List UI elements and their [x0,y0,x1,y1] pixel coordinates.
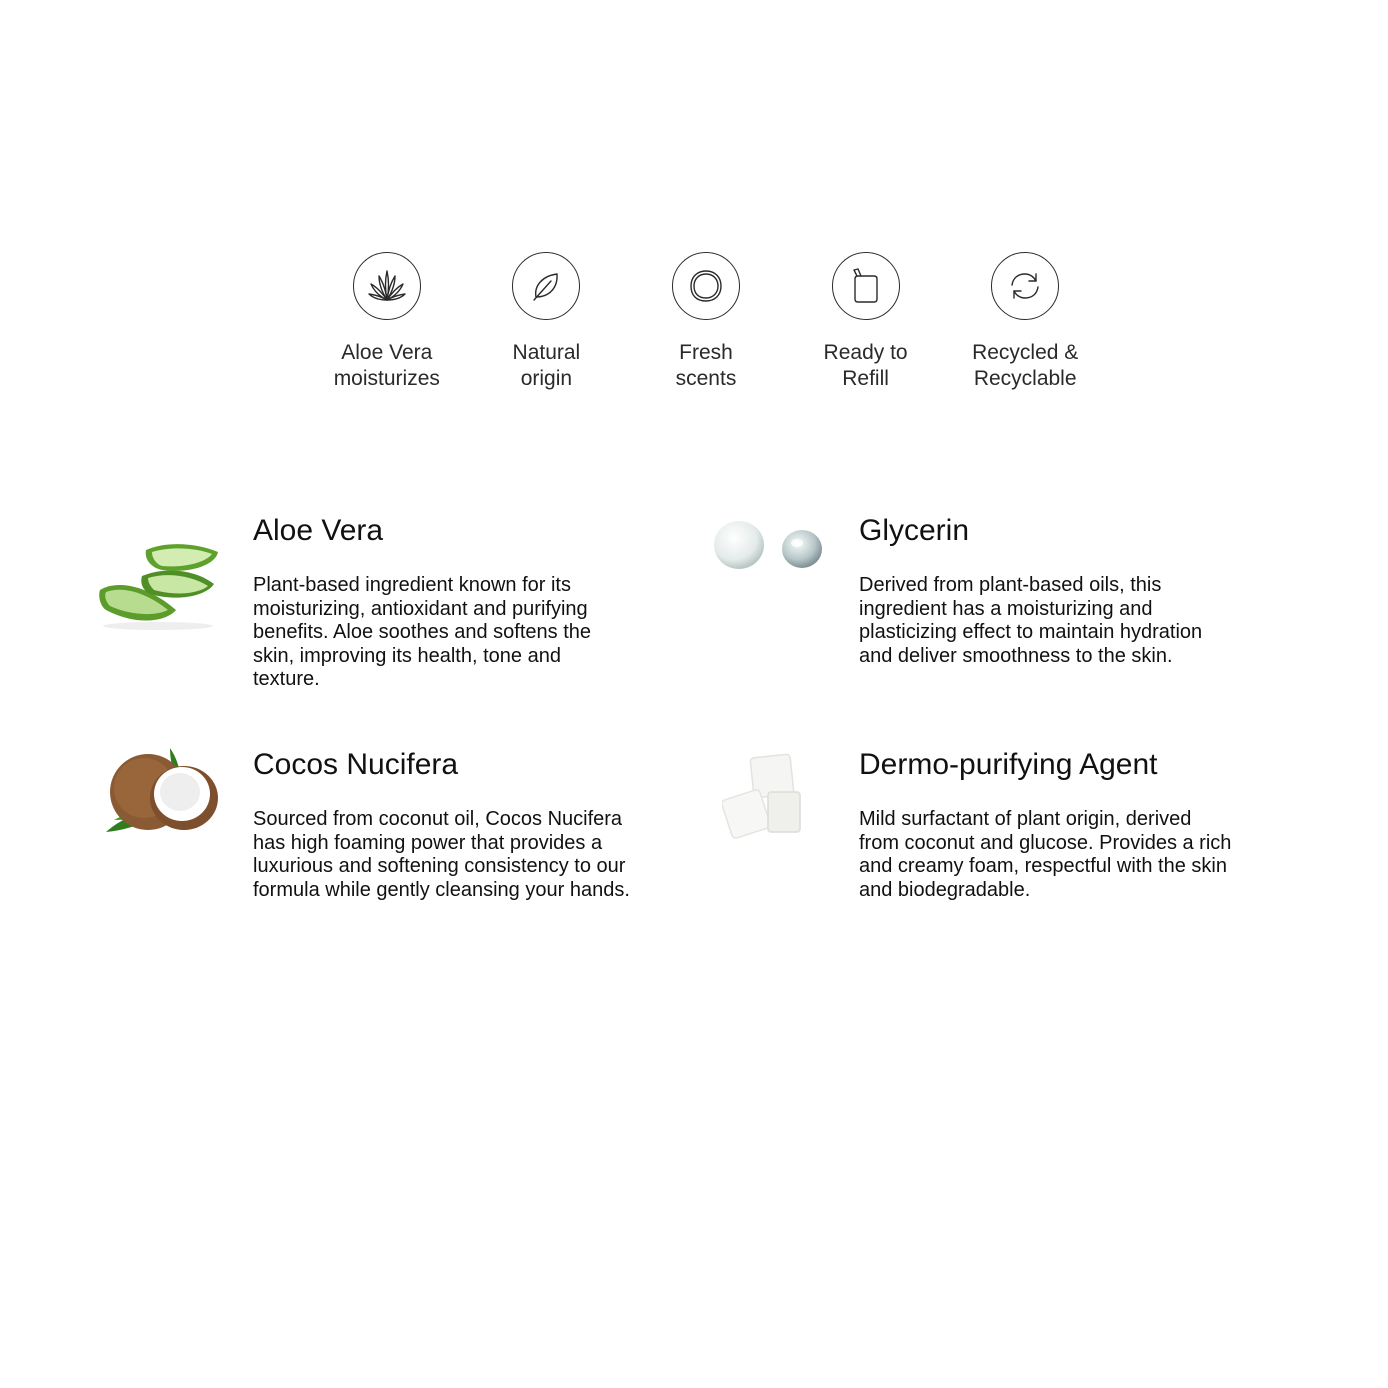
badge-label: Natural origin [512,341,581,390]
citrus-icon [672,252,740,320]
ingredient-description: Plant-based ingredient known for its moisturizing, antioxidant and purifying benefits. Aloe soothes and softens the skin, improving its health, tone and texture. [253,574,592,690]
refill-pouch-icon [832,252,900,320]
aloe-vera-image [96,540,224,632]
badge-fresh-scents [626,252,786,392]
badge-recycled [945,252,1105,392]
ingredient-description: Sourced from coconut oil, Cocos Nucifera has high foaming power that provides a luxurious and softening consistency to our formula while gently cleansing your hands. [253,808,630,901]
aloe-plant-icon [353,252,421,320]
badge-label: Fresh scents [675,341,737,390]
feature-badges [307,252,1105,392]
ingredient-title: Glycerin [859,514,970,547]
badge-ready-to-refill [786,252,946,392]
coconut-image [104,744,220,840]
sugar-cubes-image [722,750,806,840]
leaf-icon [512,252,580,320]
ingredient-description: Mild surfactant of plant origin, derived from coconut and glucose. Provides a rich and creamy foam, respectful with the skin and biodegradable. [859,808,1232,901]
badge-label: Aloe Vera moisturizes [333,341,440,390]
badge-label: Ready to Refill [823,341,908,390]
recycle-arrows-icon [991,252,1059,320]
glycerin-drops-image [712,518,826,574]
ingredient-title: Cocos Nucifera [253,748,459,781]
ingredient-title: Aloe Vera [253,514,384,547]
ingredient-description: Derived from plant-based oils, this ingredient has a moisturizing and plasticizing effect to maintain hydration and deliver smoothness to the skin. [859,574,1203,667]
ingredient-title: Dermo-purifying Agent [859,748,1158,781]
badge-natural-origin [467,252,627,392]
badge-aloe-vera [307,252,467,392]
badge-label: Recycled & Recyclable [972,341,1079,390]
